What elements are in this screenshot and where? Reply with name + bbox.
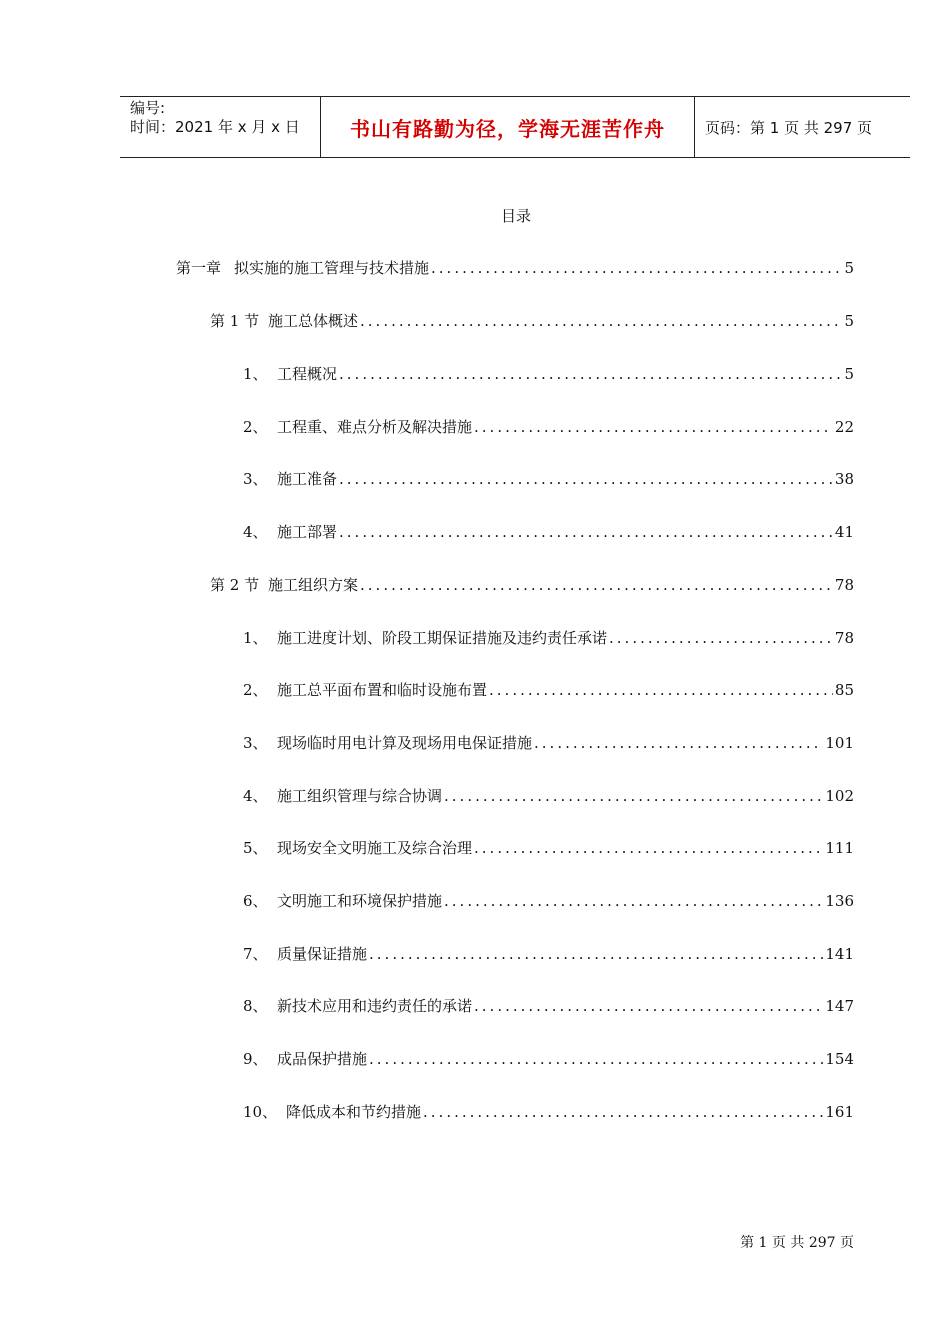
toc-entry-number: 1、	[243, 629, 268, 647]
toc-leader-dots	[339, 523, 833, 541]
toc-leader-dots	[489, 681, 833, 699]
toc-entry-label: 施工组织方案	[268, 576, 359, 594]
toc-entry-label: 施工准备	[277, 470, 338, 488]
toc-entry-number: 4、	[243, 523, 268, 541]
toc-leader-dots	[339, 470, 833, 488]
document-number-label: 编号:	[130, 99, 166, 117]
toc-leader-dots	[474, 997, 823, 1015]
toc-entry-number: 4、	[243, 787, 268, 805]
toc-entry-label: 施工总平面布置和临时设施布置	[277, 681, 488, 699]
toc-entry-page: 5	[844, 312, 854, 330]
toc-entry-page: 41	[834, 523, 854, 541]
toc-leader-dots	[609, 629, 833, 647]
toc-entry[interactable]	[243, 890, 854, 912]
toc-leader-dots	[474, 418, 833, 436]
toc-entry[interactable]	[243, 732, 854, 754]
toc-entry-page: 5	[844, 259, 854, 277]
toc-title: 目录	[500, 207, 531, 225]
toc-entry-label: 拟实施的施工管理与技术措施	[234, 259, 430, 277]
toc-entry-page: 147	[825, 997, 854, 1015]
toc-entry-label: 施工部署	[277, 523, 338, 541]
toc-leader-dots	[423, 1103, 823, 1121]
toc-entry-page: 78	[834, 629, 854, 647]
toc-entry[interactable]	[243, 679, 854, 701]
toc-entry-page: 78	[834, 576, 854, 594]
toc-entry-number: 6、	[243, 892, 268, 910]
toc-entry-number: 7、	[243, 945, 268, 963]
document-time-label: 时间：2021 年 x 月 x 日	[130, 118, 300, 136]
toc-entry-label: 质量保证措施	[277, 945, 368, 963]
toc-entry[interactable]	[243, 837, 854, 859]
toc-entry-page: 141	[825, 945, 854, 963]
toc-entry[interactable]	[243, 363, 854, 385]
toc-entry-label: 文明施工和环境保护措施	[277, 892, 443, 910]
toc-leader-dots	[474, 839, 823, 857]
toc-entry-number: 10、	[243, 1103, 278, 1121]
toc-entry-number: 3、	[243, 470, 268, 488]
toc-entry[interactable]	[210, 310, 854, 332]
toc-entry-label: 工程概况	[277, 365, 338, 383]
toc-entry-number: 第 2 节	[210, 576, 260, 594]
toc-leader-dots	[369, 1050, 823, 1068]
toc-leader-dots	[369, 945, 823, 963]
toc-entry-number: 第一章	[176, 259, 222, 277]
toc-entry-label: 新技术应用和违约责任的承诺	[277, 997, 473, 1015]
header-motto: 书山有路勤为径，学海无涯苦作舟	[321, 97, 695, 157]
toc-entry-number: 1、	[243, 365, 268, 383]
toc-entry[interactable]	[243, 943, 854, 965]
toc-entry-number: 2、	[243, 681, 268, 699]
toc-entry-page: 154	[825, 1050, 854, 1068]
toc-entry-number: 8、	[243, 997, 268, 1015]
toc-leader-dots	[360, 576, 833, 594]
toc-leader-dots	[444, 892, 823, 910]
toc-leader-dots	[360, 312, 842, 330]
toc-entry-label: 成品保护措施	[277, 1050, 368, 1068]
toc-entry-label: 降低成本和节约措施	[286, 1103, 422, 1121]
toc-entry-number: 2、	[243, 418, 268, 436]
toc-entry[interactable]	[210, 574, 854, 596]
toc-entry-page: 102	[825, 787, 854, 805]
toc-entry[interactable]	[243, 995, 854, 1017]
toc-entry-number: 3、	[243, 734, 268, 752]
toc-leader-dots	[431, 259, 842, 277]
toc-entry[interactable]	[243, 1101, 854, 1123]
toc-entry[interactable]	[176, 257, 854, 279]
toc-entry[interactable]	[243, 785, 854, 807]
toc-entry[interactable]	[243, 468, 854, 490]
header-info-cell	[120, 97, 321, 157]
header-page-info: 页码：第 1 页 共 297 页	[705, 118, 873, 137]
toc-entry-number: 第 1 节	[210, 312, 260, 330]
header-table	[120, 96, 910, 158]
toc-entry-label: 工程重、难点分析及解决措施	[277, 418, 473, 436]
toc-entry-number: 9、	[243, 1050, 268, 1068]
toc-entry-page: 5	[844, 365, 854, 383]
toc-entry-page: 101	[825, 734, 854, 752]
toc-entry[interactable]	[243, 521, 854, 543]
toc-entry-page: 136	[825, 892, 854, 910]
toc-entry-page: 111	[825, 839, 854, 857]
toc-entry-page: 85	[834, 681, 854, 699]
toc-entry-page: 161	[825, 1103, 854, 1121]
toc-entry-label: 施工总体概述	[268, 312, 359, 330]
toc-entry-label: 现场安全文明施工及综合治理	[277, 839, 473, 857]
toc-entry-label: 施工组织管理与综合协调	[277, 787, 443, 805]
toc-entry-label: 现场临时用电计算及现场用电保证措施	[277, 734, 533, 752]
toc-leader-dots	[444, 787, 823, 805]
toc-entry-label: 施工进度计划、阶段工期保证措施及违约责任承诺	[277, 629, 608, 647]
toc-entry[interactable]	[243, 416, 854, 438]
toc-entry[interactable]	[243, 1048, 854, 1070]
toc-entry-page: 22	[834, 418, 854, 436]
toc-leader-dots	[534, 734, 823, 752]
toc-entry-page: 38	[834, 470, 854, 488]
footer-page-info: 第 1 页 共 297 页	[740, 1235, 854, 1251]
toc-entry-number: 5、	[243, 839, 268, 857]
toc-entry[interactable]	[243, 627, 854, 649]
toc-leader-dots	[339, 365, 842, 383]
